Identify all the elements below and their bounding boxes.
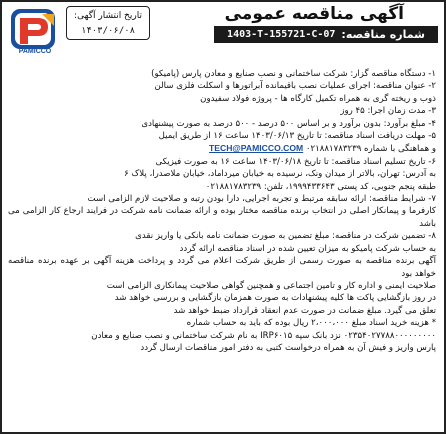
- publication-date-label: تاریخ انتشار آگهی:: [74, 11, 142, 21]
- clause-forfeit: تعلق می گیرد. مبلغ ضمانت در صورت عدم انعقاد قرارداد ضبط خواهد شد: [173, 305, 436, 316]
- tender-number-bar: [214, 26, 438, 43]
- clause-submission: ۶- تاریخ تسلیم اسناد مناقصه: تا تاریخ ۱۴۰۳/۰۶/۱۸ ساعت ۱۶ به صورت فیزیکی: [155, 156, 436, 167]
- clause-doc-deadline: ۵- مهلت دریافت اسناد مناقصه: تا تاریخ ۱۴۰۳/۰۶/۱۳ ساعت ۱۶ از طریق ایمیل: [158, 131, 436, 142]
- clause-organizer: ۱- دستگاه مناقصه گزار: شرکت ساختمانی و نصب صنایع و معادن پارس (پامیکو): [151, 69, 436, 79]
- clause-conditions: ۷- شرایط مناقصه: ارائه سابقه مرتبط و تجربه اجرایی، دارا بودن رتبه و صلاحیت لازم الزامی است: [87, 194, 436, 205]
- clause-address: به آدرس: تهران، بالاتر از میدان ونک، نرسیده به خیابان میرداماد، خیابان ملاصدرا، پلاک ۶: [124, 169, 436, 180]
- clause-opening: در روز بازگشایی پاکت ها کلیه پیشنهادات به صورت همزمان بازگشایی و بررسی خواهد شد: [114, 293, 436, 304]
- clause-qualification: صلاحیت ایمنی و اداره کار و تامین اجتماعی و همچنین گواهی صلاحیت پیمانکاری الزامی است: [106, 280, 436, 291]
- clause-title: ۲- عنوان مناقصه: اجرای عملیات نصب باقیمانده آبراتورها و اسکلت فلزی سالن: [154, 81, 436, 92]
- notice-title: آگهی مناقصه عمومی: [224, 4, 404, 24]
- clause-address-cont: طبقه پنجم جنوبی، کد پستی ۱۹۹۹۴۳۳۶۴۳، تلفن: ۰۲۱۸۸۱۷۸۳۲۳۹: [205, 181, 436, 192]
- notice-body: [8, 68, 436, 354]
- clause-guarantee: ۸- تضمین شرکت در مناقصه: مبلغ تضمین به صورت ضمانت نامه بانکی یا واریز نقدی: [135, 231, 436, 242]
- clause-guarantee-cont: به حساب شرکت پامیکو به میزان تعیین شده در اسناد مناقصه ارائه گردد: [179, 243, 436, 254]
- clause-account-cont: پارس واریز و فیش آن به همراه درخواست کتبی به دفتر امور مناقصات ارسال گردد: [140, 342, 436, 353]
- clause-contact-line: [8, 142, 436, 155]
- tender-number-label: شماره مناقصه:: [341, 28, 425, 41]
- clause-account: ۰۲۳۵۴۰۲۷۷۸۸۰۰۰۰۰۰۰۰۰ نزد بانک سپه IRP۶۰۱۵ به نام شرکت ساختمانی و نصب صنایع و معادن: [91, 330, 436, 341]
- notice-header: [2, 2, 444, 66]
- contact-phone-text: و هماهنگی با شماره ۰۲۱۸۸۱۷۸۳۲۳۹: [305, 144, 436, 155]
- contact-email-link[interactable]: TECH@PAMICCO.COM: [209, 143, 304, 154]
- clause-winner: آگهی برنده مناقصه به صورت رسمی از طریق شرکت اعلام می گردد و پرداخت هزینه آگهی بر عهده برنده مناقصه خواهد بود: [8, 256, 436, 279]
- tender-number-value: 1403-T-155721-C-07: [227, 29, 336, 40]
- clause-estimate: ۴- مبلغ برآورد: بدون برآورد و بر اساس ۵۰۰ درصد - ۵۰۰ درصد به صورت پیشنهادی: [141, 118, 436, 129]
- clause-title-cont: ذوب و ریخته گری به همراه تکمیل کارگاه ها - پروژه فولاد سفیدون: [200, 93, 436, 104]
- clause-conditions-cont: کارفرما و پیمانکار اصلی در انتخاب برنده مناقصه مختار بوده و ارائه ضمانت نامه شرکت در فرایند ارجاع کار الزامی می باشد: [8, 206, 436, 229]
- publication-date-box: [66, 6, 150, 40]
- logo-wordmark: PAMICCO: [18, 48, 52, 55]
- clause-fee: * هزینه خرید اسناد مبلغ ۲،۰۰۰،۰۰۰ ریال بوده که باید به حساب شماره: [186, 318, 436, 329]
- publication-date-value: ۱۴۰۳/۰۶/۰۸: [80, 26, 136, 36]
- clause-duration: ۳- مدت زمان اجرا: ۴۵ روز: [340, 106, 436, 117]
